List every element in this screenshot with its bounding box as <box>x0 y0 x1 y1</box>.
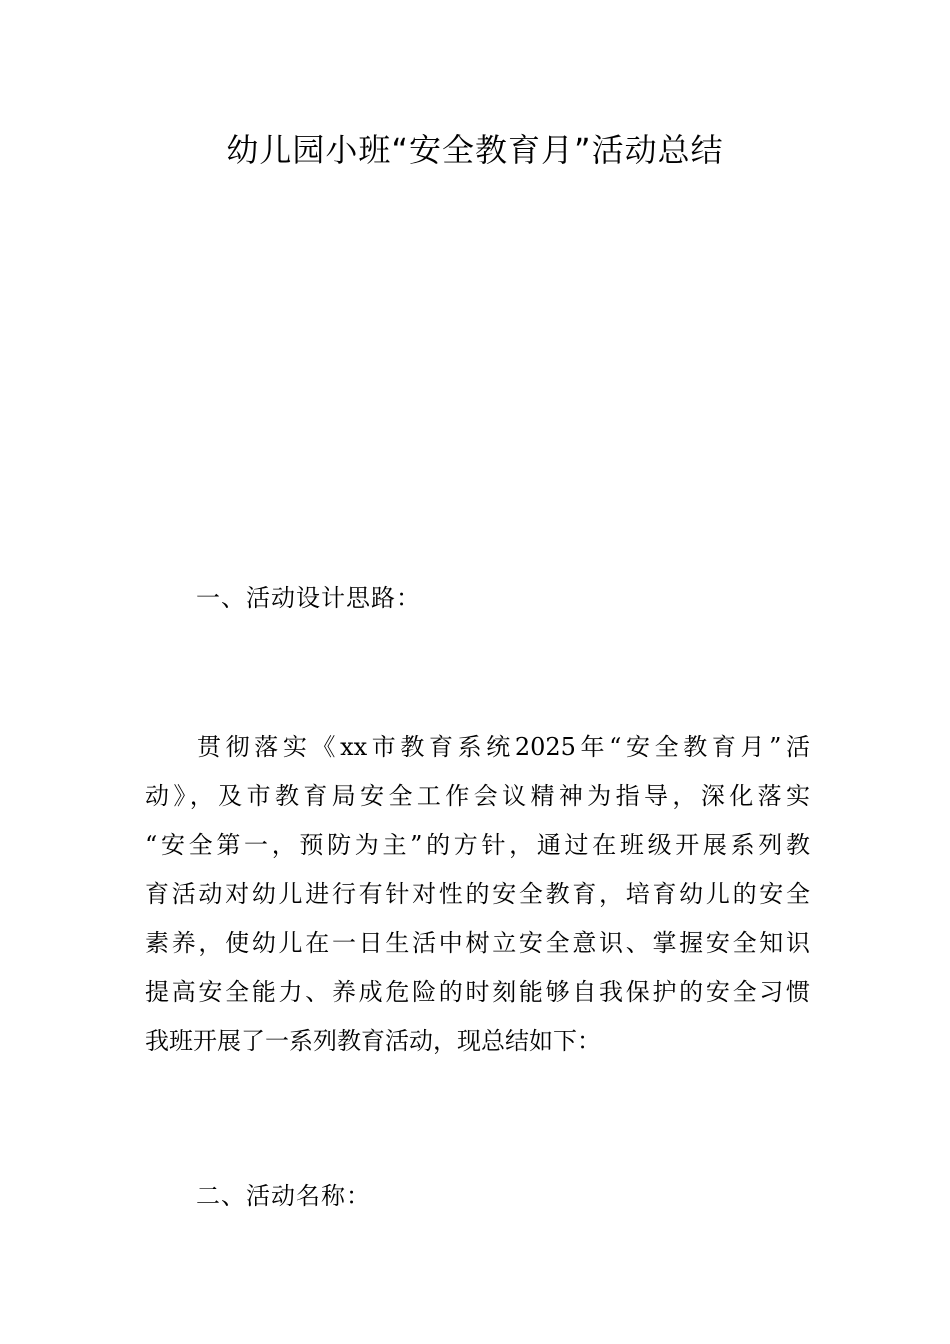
paragraph-line: 我班开展了一系列教育活动，现总结如下： <box>145 1027 601 1055</box>
section-heading-activity-name: 二、活动名称： <box>196 1182 371 1210</box>
paragraph-line: 育活动对幼儿进行有针对性的安全教育，培育幼儿的安全 <box>145 880 810 908</box>
paragraph-line: 动》，及市教育局安全工作会议精神为指导，深化落实 <box>145 782 810 810</box>
paragraph-line: “安全第一，预防为主”的方针，通过在班级开展系列教 <box>145 831 810 859</box>
section-heading-design-idea: 一、活动设计思路： <box>196 584 421 612</box>
body-paragraph <box>145 731 810 1074</box>
paragraph-line: 素养，使幼儿在一日生活中树立安全意识、掌握安全知识 <box>145 929 810 957</box>
paragraph-line: 提高安全能力、养成危险的时刻能够自我保护的安全习惯 <box>145 978 810 1006</box>
document-title: 幼儿园小班“安全教育月”活动总结 <box>226 131 724 169</box>
paragraph-line: 贯彻落实《xx市教育系统2025年“安全教育月”活 <box>197 733 810 761</box>
